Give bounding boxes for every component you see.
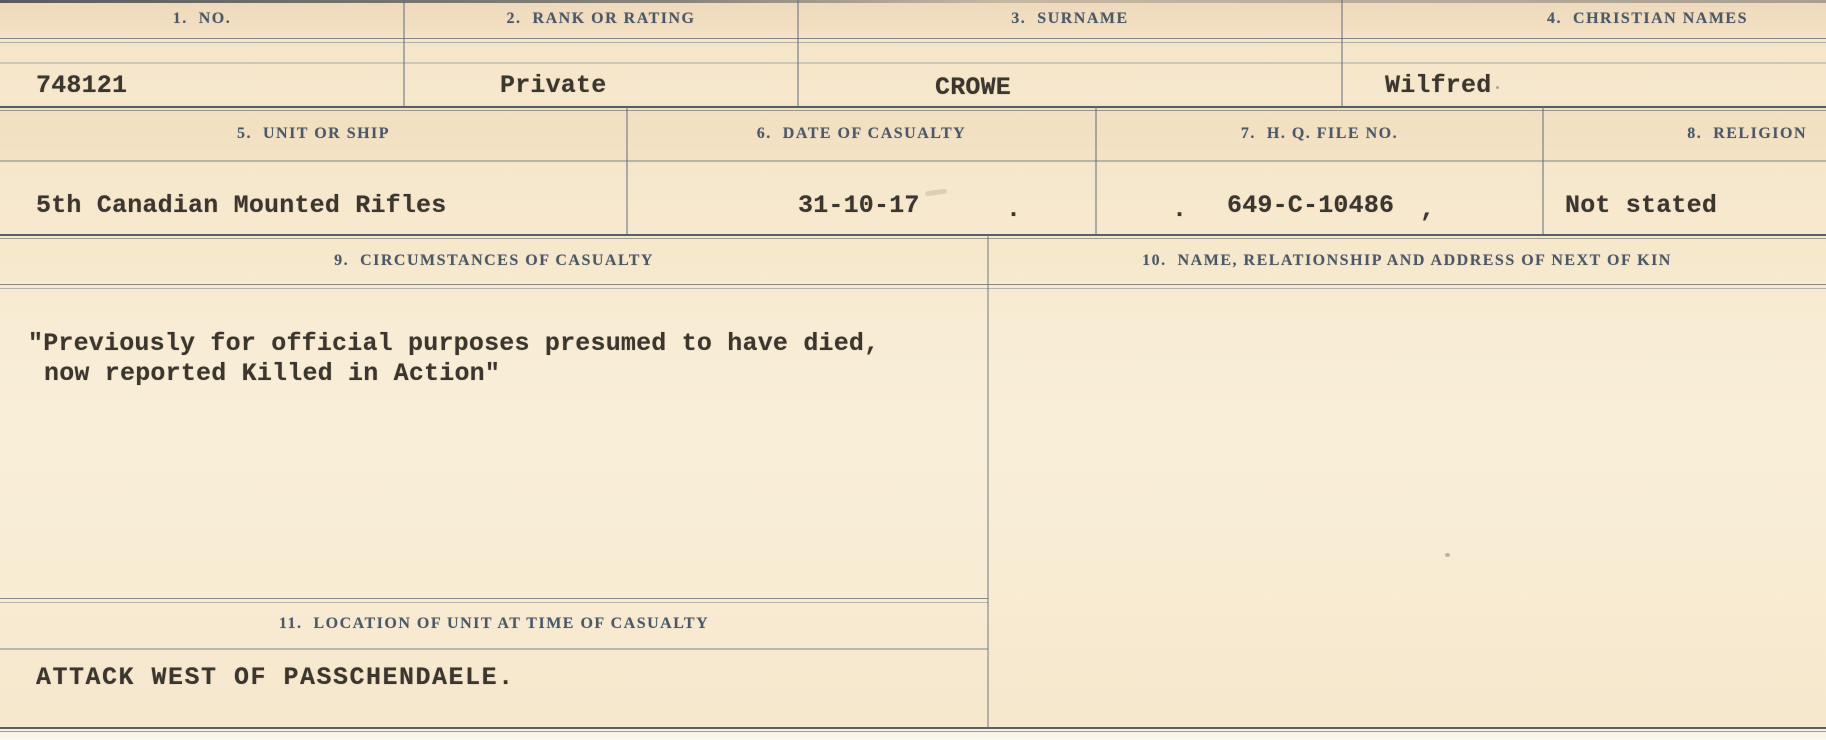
field-value-location: ATTACK WEST OF PASSCHENDAELE. <box>36 663 515 692</box>
ink-speck <box>1445 553 1450 557</box>
rule-under-header-row1 <box>0 38 1826 43</box>
field-value-date-of-casualty: 31-10-17 <box>798 191 920 220</box>
rule-guideline-row1 <box>0 62 1826 64</box>
field-label-hq-file-no: 7. H. Q. FILE NO. <box>1240 125 1399 142</box>
field-value-unit-or-ship: 5th Canadian Mounted Rifles <box>36 191 447 220</box>
divider-circumstances-kin <box>987 235 989 728</box>
field-label-location: 11. LOCATION OF UNIT AT TIME OF CASUALTY <box>278 614 710 632</box>
field-value-rank: Private <box>500 71 607 100</box>
stray-comma-after-hq-file: , <box>1420 195 1436 224</box>
field-label-christian-names: 4. CHRISTIAN NAMES <box>1547 10 1748 27</box>
field-label-no: 1. NO. <box>172 10 232 27</box>
field-value-religion: Not stated <box>1565 191 1718 220</box>
field-label-unit-or-ship: 5. UNIT OR SHIP <box>236 125 391 142</box>
field-label-date-of-casualty: 6. DATE OF CASUALTY <box>756 125 967 142</box>
field-value-hq-file-no: 649-C-10486 <box>1227 191 1395 220</box>
field-label-surname: 3. SURNAME <box>1011 10 1129 27</box>
field-value-surname: CROWE <box>935 73 1012 102</box>
field-label-next-of-kin: 10. NAME, RELATIONSHIP AND ADDRESS OF NEXT OF KIN <box>1142 252 1672 269</box>
smudge-mark <box>925 188 947 196</box>
field-value-christian-names: Wilfred <box>1385 71 1492 100</box>
rule-bottom-card <box>0 727 1826 732</box>
field-value-circumstances-line2: now reported Killed in Action" <box>44 359 501 388</box>
ink-speck <box>1496 86 1499 89</box>
field-label-rank: 2. RANK OR RATING <box>506 10 696 27</box>
field-value-no: 748121 <box>36 71 128 100</box>
field-value-circumstances-line1: "Previously for official purposes presumed to have died, <box>28 329 880 358</box>
stray-period-after-date: . <box>1006 195 1022 224</box>
field-label-circumstances: 9. CIRCUMSTANCES OF CASUALTY <box>334 252 654 269</box>
stray-period-before-hq-file: . <box>1172 195 1188 224</box>
field-label-religion: 8. RELIGION <box>1687 125 1807 142</box>
